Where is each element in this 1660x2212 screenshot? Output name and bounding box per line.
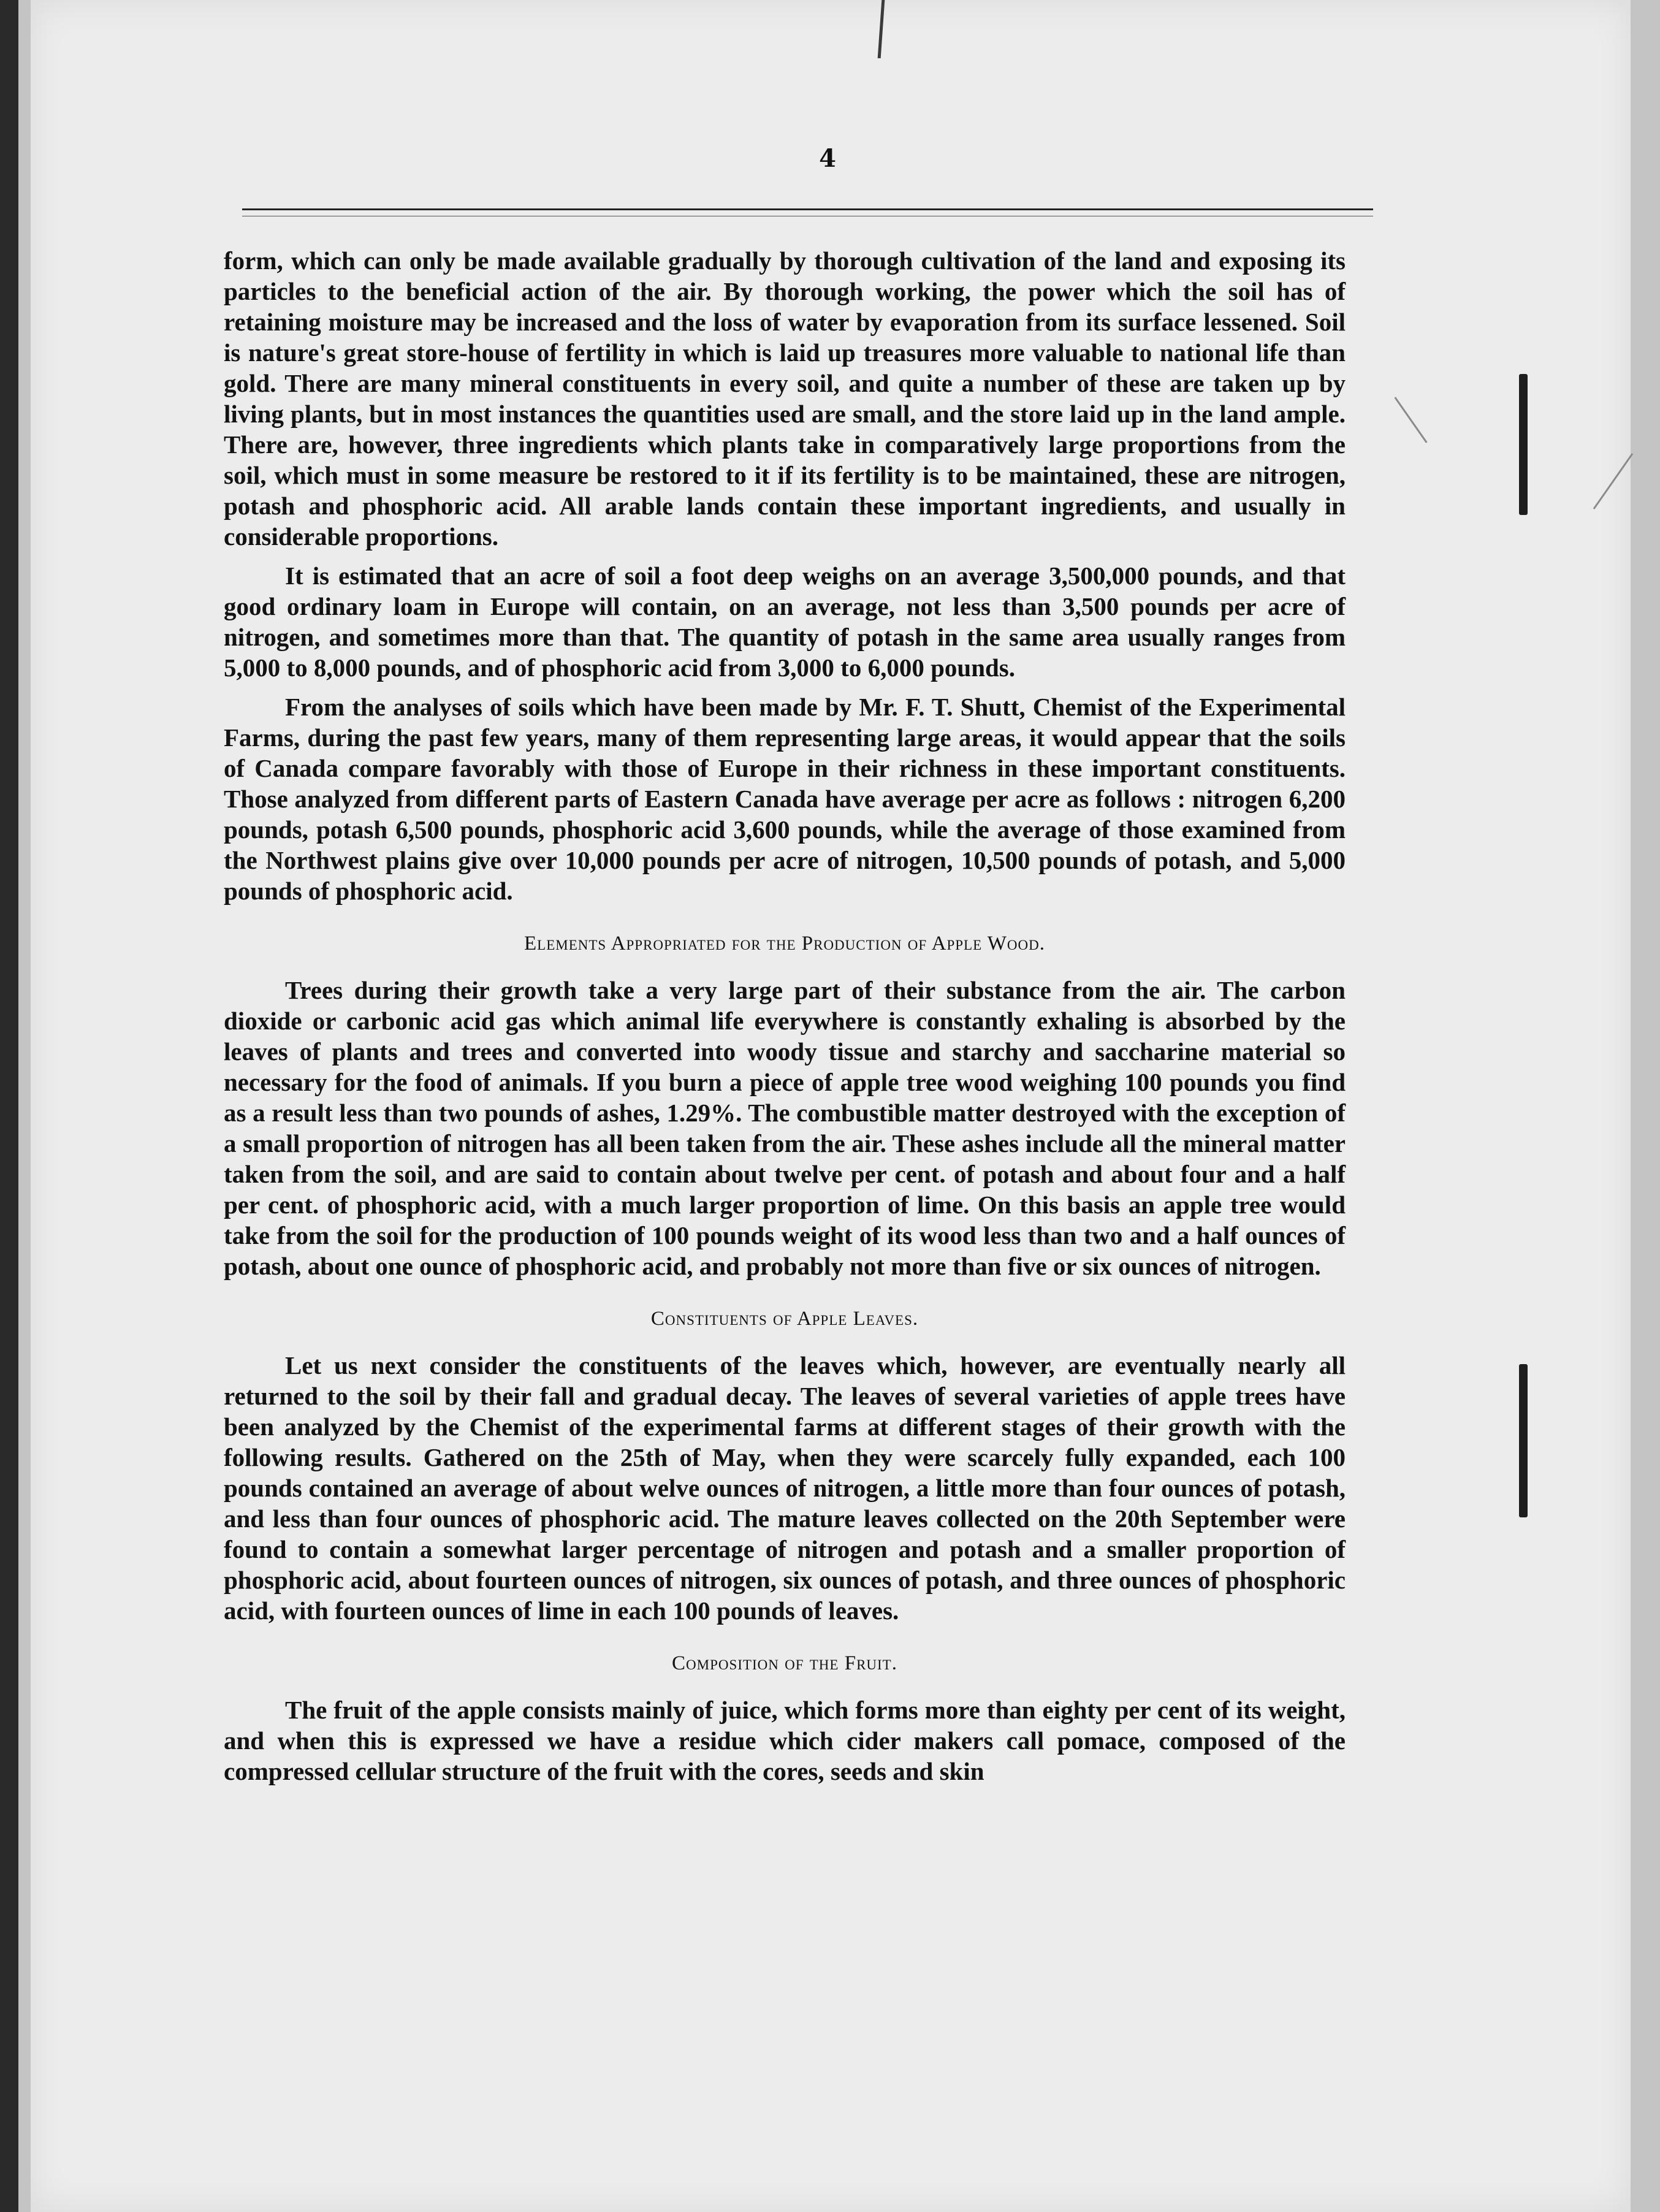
ink-speck <box>1519 1364 1528 1517</box>
section-heading: Constituents of Apple Leaves. <box>650 1308 919 1330</box>
page-number: 4 <box>819 144 836 173</box>
paragraph: It is estimated that an acre of soil a foot deep weighs on an average 3,500,000 pounds, and that good ordinary loam in Europe will contain, on an average, not less than 3,500 pounds per acre of nitrogen, and sometimes more than that. The quantity of potash in the same area usually ranges from 5,000 to 8,000 pounds, and of phosphoric acid from 3,000 to 6,000 pounds. <box>224 562 1346 682</box>
scan-left-border <box>0 0 18 2212</box>
paragraph: form, which can only be made available gradually by thorough cultivation of the land and exposing its particles to the beneficial action of the air. By thorough working, the power which the soil has of retaining moisture may be increased and the loss of water by evaporation from its surface lessened. Soil is nature's great store-house of fertility in which is laid up treasures more valuable to national life than gold. There are many mineral constituents in every soil, and quite a number of these are taken up by living plants, but in most instances the quantities used are small, and the store laid up in the land ample. There are, however, three ingredients which plants take in comparatively large proportions from the soil, which must in some measure be restored to it if its fertility is to be maintained, these are nitrogen, potash and phosphoric acid. All arable lands contain these important ingredients, and usually in considerable proportions. <box>224 246 1346 551</box>
page-body-text <box>224 245 1346 1795</box>
paper-crease-mark <box>878 0 885 58</box>
paragraph: Let us next consider the constituents of the leaves which, however, are eventually nearly all returned to the soil by their fall and gradual decay. The leaves of several varieties of apple trees have been analyzed by the Chemist of the experimental farms at different stages of their growth with the following results. Gathered on the 25th of May, when they were scarcely fully expanded, each 100 pounds contained an average of about welve ounces of nitrogen, a little more than four ounces of potash, and less than four ounces of phosphoric acid. The mature leaves collected on the 20th September were found to contain a somewhat larger percentage of nitrogen and potash and a smaller proportion of phosphoric acid, about fourteen ounces of nitrogen, six ounces of potash, and three ounces of phosphoric acid, with fourteen ounces of lime in each 100 pounds of leaves. <box>224 1351 1346 1625</box>
pencil-mark <box>1593 453 1634 509</box>
section-heading: Composition of the Fruit. <box>672 1652 897 1674</box>
section-heading: Elements Appropriated for the Production of Apple Wood. <box>524 932 1046 955</box>
paragraph: Trees during their growth take a very large part of their substance from the air. The carbon dioxide or carbonic acid gas which animal life everywhere is constantly exhaling is absorbed by the leaves of plants and trees and converted into woody tissue and starchy and saccharine material so necessary for the food of animals. If you burn a piece of apple tree wood weighing 100 pounds you find as a result less than two pounds of ashes, 1.29%. The combustible matter destroyed with the exception of a small proportion of nitrogen has all been taken from the air. These ashes include all the mineral matter taken from the soil, and are said to contain about twelve per cent. of potash and about four and a half per cent. of phosphoric acid, with a much larger proportion of lime. On this basis an apple tree would take from the soil for the production of 100 pounds weight of its wood less than two and a half ounces of potash, about one ounce of phosphoric acid, and probably not more than five or six ounces of nitrogen. <box>224 976 1346 1280</box>
pencil-mark <box>1394 397 1427 443</box>
paragraph: The fruit of the apple consists mainly of juice, which forms more than eighty per cent of its weight, and when this is expressed we have a residue which cider makers call pomace, composed of the compressed cellular structure of the fruit with the cores, seeds and skin <box>224 1696 1346 1785</box>
header-rule-top <box>242 208 1373 210</box>
paragraph: From the analyses of soils which have been made by Mr. F. T. Shutt, Chemist of the Experimental Farms, during the past few years, many of them representing large areas, it would appear that the soils of Canada compare favorably with those of Europe in their richness in these important constituents. Those analyzed from different parts of Eastern Canada have average per acre as follows : nitrogen 6,200 pounds, potash 6,500 pounds, phosphoric acid 3,600 pounds, while the average of those examined from the Northwest plains give over 10,000 pounds per acre of nitrogen, 10,500 pounds of potash, and 5,000 pounds of phosphoric acid. <box>224 693 1346 905</box>
ink-speck <box>1519 374 1528 515</box>
